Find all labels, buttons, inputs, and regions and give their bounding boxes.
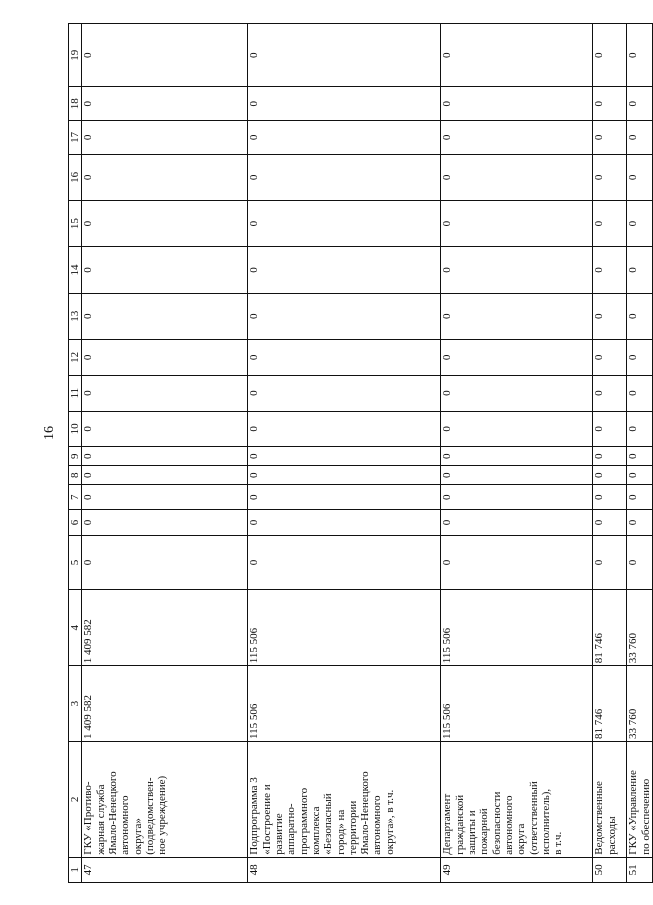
header-cell: 15 — [69, 201, 82, 247]
header-cell: 19 — [69, 24, 82, 87]
header-cell: 4 — [69, 590, 82, 666]
table-row — [627, 24, 653, 883]
header-cell: 12 — [69, 339, 82, 375]
row-number-cell: 49 — [441, 857, 593, 882]
value-cell: 0 — [248, 411, 441, 447]
value-cell: 0 — [82, 121, 248, 155]
value-cell: 0 — [82, 201, 248, 247]
value-cell: 0 — [248, 247, 441, 293]
header-cell: 10 — [69, 411, 82, 447]
row-name-cell: ГКУ «Управление по обеспечению — [627, 741, 653, 857]
value-cell: 0 — [82, 510, 248, 535]
value-cell: 0 — [441, 339, 593, 375]
table-row — [441, 24, 593, 883]
value-cell: 0 — [441, 247, 593, 293]
value-cell: 0 — [248, 24, 441, 87]
value-cell: 0 — [627, 411, 653, 447]
value-cell: 0 — [82, 87, 248, 121]
value-cell: 0 — [82, 411, 248, 447]
value-cell: 0 — [441, 24, 593, 87]
rotated-table-container — [68, 23, 652, 883]
value-cell: 0 — [82, 154, 248, 200]
value-cell: 0 — [593, 293, 627, 339]
value-cell: 0 — [248, 154, 441, 200]
value-cell: 0 — [441, 485, 593, 510]
value-cell: 0 — [627, 293, 653, 339]
value-cell: 0 — [593, 87, 627, 121]
value-cell: 0 — [627, 87, 653, 121]
value-cell: 0 — [82, 375, 248, 411]
page-number: 16 — [42, 426, 57, 440]
value-cell: 0 — [627, 201, 653, 247]
header-cell: 2 — [69, 741, 82, 857]
budget-table — [68, 23, 653, 883]
value-cell: 0 — [248, 535, 441, 590]
row-name-cell: Подпрограмма 3 «Построение и развитие аппаратно- программного комплекса «Безопасный город» на территории Ямало-Ненецкого автономного округа», в т.ч. — [248, 741, 441, 857]
header-row — [69, 24, 82, 883]
value-cell: 0 — [593, 24, 627, 87]
value-cell: 0 — [627, 466, 653, 485]
value-cell: 33 760 — [627, 666, 653, 742]
header-cell: 18 — [69, 87, 82, 121]
value-cell: 0 — [627, 247, 653, 293]
value-cell: 0 — [82, 535, 248, 590]
value-cell: 0 — [593, 447, 627, 466]
header-cell: 6 — [69, 510, 82, 535]
value-cell: 115 506 — [441, 666, 593, 742]
row-number-cell: 47 — [82, 857, 248, 882]
value-cell: 0 — [593, 485, 627, 510]
value-cell: 0 — [593, 201, 627, 247]
value-cell: 115 506 — [248, 666, 441, 742]
value-cell: 81 746 — [593, 590, 627, 666]
value-cell: 0 — [248, 447, 441, 466]
table-row — [248, 24, 441, 883]
value-cell: 0 — [627, 154, 653, 200]
header-cell: 14 — [69, 247, 82, 293]
value-cell: 0 — [593, 121, 627, 155]
value-cell: 0 — [627, 485, 653, 510]
value-cell: 0 — [441, 535, 593, 590]
value-cell: 0 — [82, 339, 248, 375]
header-cell: 17 — [69, 121, 82, 155]
value-cell: 115 506 — [248, 590, 441, 666]
value-cell: 115 506 — [441, 590, 593, 666]
value-cell: 0 — [82, 485, 248, 510]
value-cell: 0 — [248, 87, 441, 121]
value-cell: 0 — [593, 154, 627, 200]
value-cell: 0 — [627, 510, 653, 535]
value-cell: 0 — [248, 510, 441, 535]
header-cell: 1 — [69, 857, 82, 882]
value-cell: 0 — [593, 339, 627, 375]
value-cell: 0 — [593, 247, 627, 293]
row-number-cell: 50 — [593, 857, 627, 882]
value-cell: 0 — [82, 293, 248, 339]
value-cell: 0 — [441, 154, 593, 200]
row-name-cell: Департамент гражданской защиты и пожарной безопасности автономного округа (ответственный исполнитель), в т.ч. — [441, 741, 593, 857]
value-cell: 0 — [441, 411, 593, 447]
row-number-cell: 51 — [627, 857, 653, 882]
value-cell: 0 — [627, 339, 653, 375]
value-cell: 0 — [593, 411, 627, 447]
value-cell: 0 — [441, 87, 593, 121]
value-cell: 0 — [593, 510, 627, 535]
value-cell: 0 — [593, 535, 627, 590]
value-cell: 0 — [441, 447, 593, 466]
value-cell: 0 — [441, 375, 593, 411]
value-cell: 0 — [441, 510, 593, 535]
table-row — [593, 24, 627, 883]
header-cell: 11 — [69, 375, 82, 411]
header-cell: 5 — [69, 535, 82, 590]
value-cell: 0 — [248, 293, 441, 339]
value-cell: 0 — [82, 466, 248, 485]
value-cell: 0 — [593, 466, 627, 485]
value-cell: 81 746 — [593, 666, 627, 742]
value-cell: 0 — [627, 447, 653, 466]
value-cell: 0 — [248, 201, 441, 247]
row-number-cell: 48 — [248, 857, 441, 882]
value-cell: 0 — [82, 247, 248, 293]
value-cell: 0 — [248, 121, 441, 155]
row-name-cell: ГКУ «Противо- жарная служба Ямало-Ненецкого автономного округа» (подведомствен- ное учреждение) — [82, 741, 248, 857]
value-cell: 0 — [627, 535, 653, 590]
value-cell: 33 760 — [627, 590, 653, 666]
header-cell: 13 — [69, 293, 82, 339]
header-cell: 9 — [69, 447, 82, 466]
header-cell: 16 — [69, 154, 82, 200]
value-cell: 0 — [441, 293, 593, 339]
value-cell: 0 — [248, 485, 441, 510]
value-cell: 0 — [248, 466, 441, 485]
value-cell: 0 — [82, 447, 248, 466]
value-cell: 1 409 582 — [82, 666, 248, 742]
row-name-cell: Ведомственные расходы — [593, 741, 627, 857]
value-cell: 0 — [441, 121, 593, 155]
value-cell: 0 — [82, 24, 248, 87]
value-cell: 0 — [441, 466, 593, 485]
header-cell: 3 — [69, 666, 82, 742]
header-cell: 8 — [69, 466, 82, 485]
value-cell: 0 — [627, 24, 653, 87]
value-cell: 0 — [441, 201, 593, 247]
value-cell: 0 — [627, 375, 653, 411]
value-cell: 0 — [248, 339, 441, 375]
value-cell: 1 409 582 — [82, 590, 248, 666]
value-cell: 0 — [248, 375, 441, 411]
header-cell: 7 — [69, 485, 82, 510]
value-cell: 0 — [593, 375, 627, 411]
value-cell: 0 — [627, 121, 653, 155]
table-row — [82, 24, 248, 883]
